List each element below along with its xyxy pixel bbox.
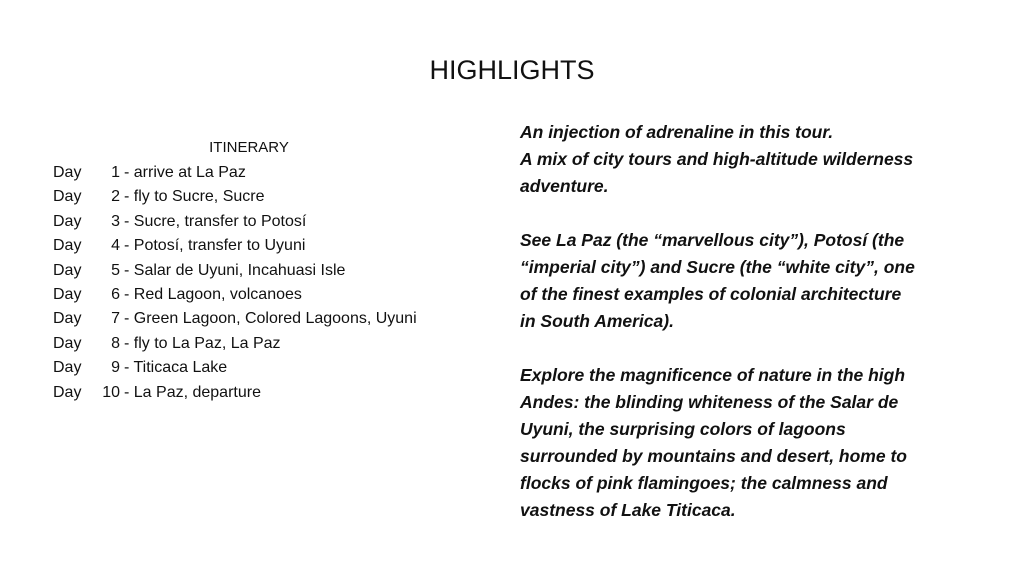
itinerary-list [53,161,473,405]
highlight-line: in South America). [520,311,674,331]
itinerary-day-label: Day [53,212,82,230]
itinerary-item [53,259,473,283]
highlight-line: of the finest examples of colonial architecture [520,284,902,304]
highlight-line: Andes: the blinding whiteness of the Salar de [520,392,899,412]
itinerary-description: - fly to La Paz, La Paz [124,334,281,352]
highlights-paragraph-cities [520,227,980,335]
itinerary-day-number: 10 [102,383,120,401]
highlights-paragraph-nature [520,362,980,524]
itinerary-item [53,356,473,380]
itinerary-day-label: Day [53,188,82,206]
itinerary-day-label: Day [53,286,82,304]
highlights-section [520,119,980,551]
itinerary-day-label: Day [53,164,82,181]
itinerary-description: - Sucre, transfer to Potosí [124,212,307,230]
itinerary-day-number: 6 [111,286,120,304]
itinerary-description: - Red Lagoon, volcanoes [124,286,302,304]
itinerary-day-number: 3 [111,212,120,230]
itinerary-description: - La Paz, departure [124,383,261,401]
highlight-line: See La Paz (the “marvellous city”), Potosí (the [520,230,905,250]
highlight-line: surrounded by mountains and desert, home to [520,446,907,466]
slide-title: HIGHLIGHTS [429,55,595,85]
itinerary-section [53,137,473,405]
highlight-line: Uyuni, the surprising colors of lagoons [520,419,846,439]
highlight-line: “imperial city”) and Sucre (the “white city”, one [520,257,915,277]
itinerary-item [53,332,473,356]
highlight-line: flocks of pink flamingoes; the calmness and [520,473,888,493]
highlight-line: Explore the magnificence of nature in the high [520,365,906,385]
itinerary-day-number: 4 [111,237,120,255]
itinerary-day-number: 9 [111,359,120,377]
itinerary-description: - fly to Sucre, Sucre [124,188,265,206]
itinerary-day-label: Day [53,261,82,279]
itinerary-description: - Salar de Uyuni, Incahuasi Isle [124,261,346,279]
highlight-line: A mix of city tours and high-altitude wilderness [520,149,914,169]
itinerary-day-number: 7 [111,310,120,328]
itinerary-day-label: Day [53,237,82,255]
itinerary-item [53,161,473,185]
itinerary-day-number: 1 [111,164,120,181]
highlights-paragraph-intro [520,119,980,200]
itinerary-item [53,381,473,405]
itinerary-description: - Titicaca Lake [124,359,228,377]
itinerary-item [53,185,473,209]
itinerary-day-label: Day [53,359,82,377]
itinerary-description: - Green Lagoon, Colored Lagoons, Uyuni [124,310,417,328]
itinerary-item [53,210,473,234]
itinerary-item [53,283,473,307]
itinerary-description: - Potosí, transfer to Uyuni [124,237,306,255]
itinerary-item [53,234,473,258]
itinerary-day-label: Day [53,334,82,352]
highlight-line: An injection of adrenaline in this tour. [520,122,834,142]
itinerary-day-number: 2 [111,188,120,206]
itinerary-day-number: 8 [111,334,120,352]
highlight-line: adventure. [520,176,609,196]
itinerary-heading: ITINERARY [209,139,289,156]
itinerary-description: - arrive at La Paz [124,164,246,181]
highlight-line: vastness of Lake Titicaca. [520,500,736,520]
itinerary-day-label: Day [53,383,82,401]
itinerary-day-label: Day [53,310,82,328]
itinerary-item [53,307,473,331]
itinerary-day-number: 5 [111,261,120,279]
